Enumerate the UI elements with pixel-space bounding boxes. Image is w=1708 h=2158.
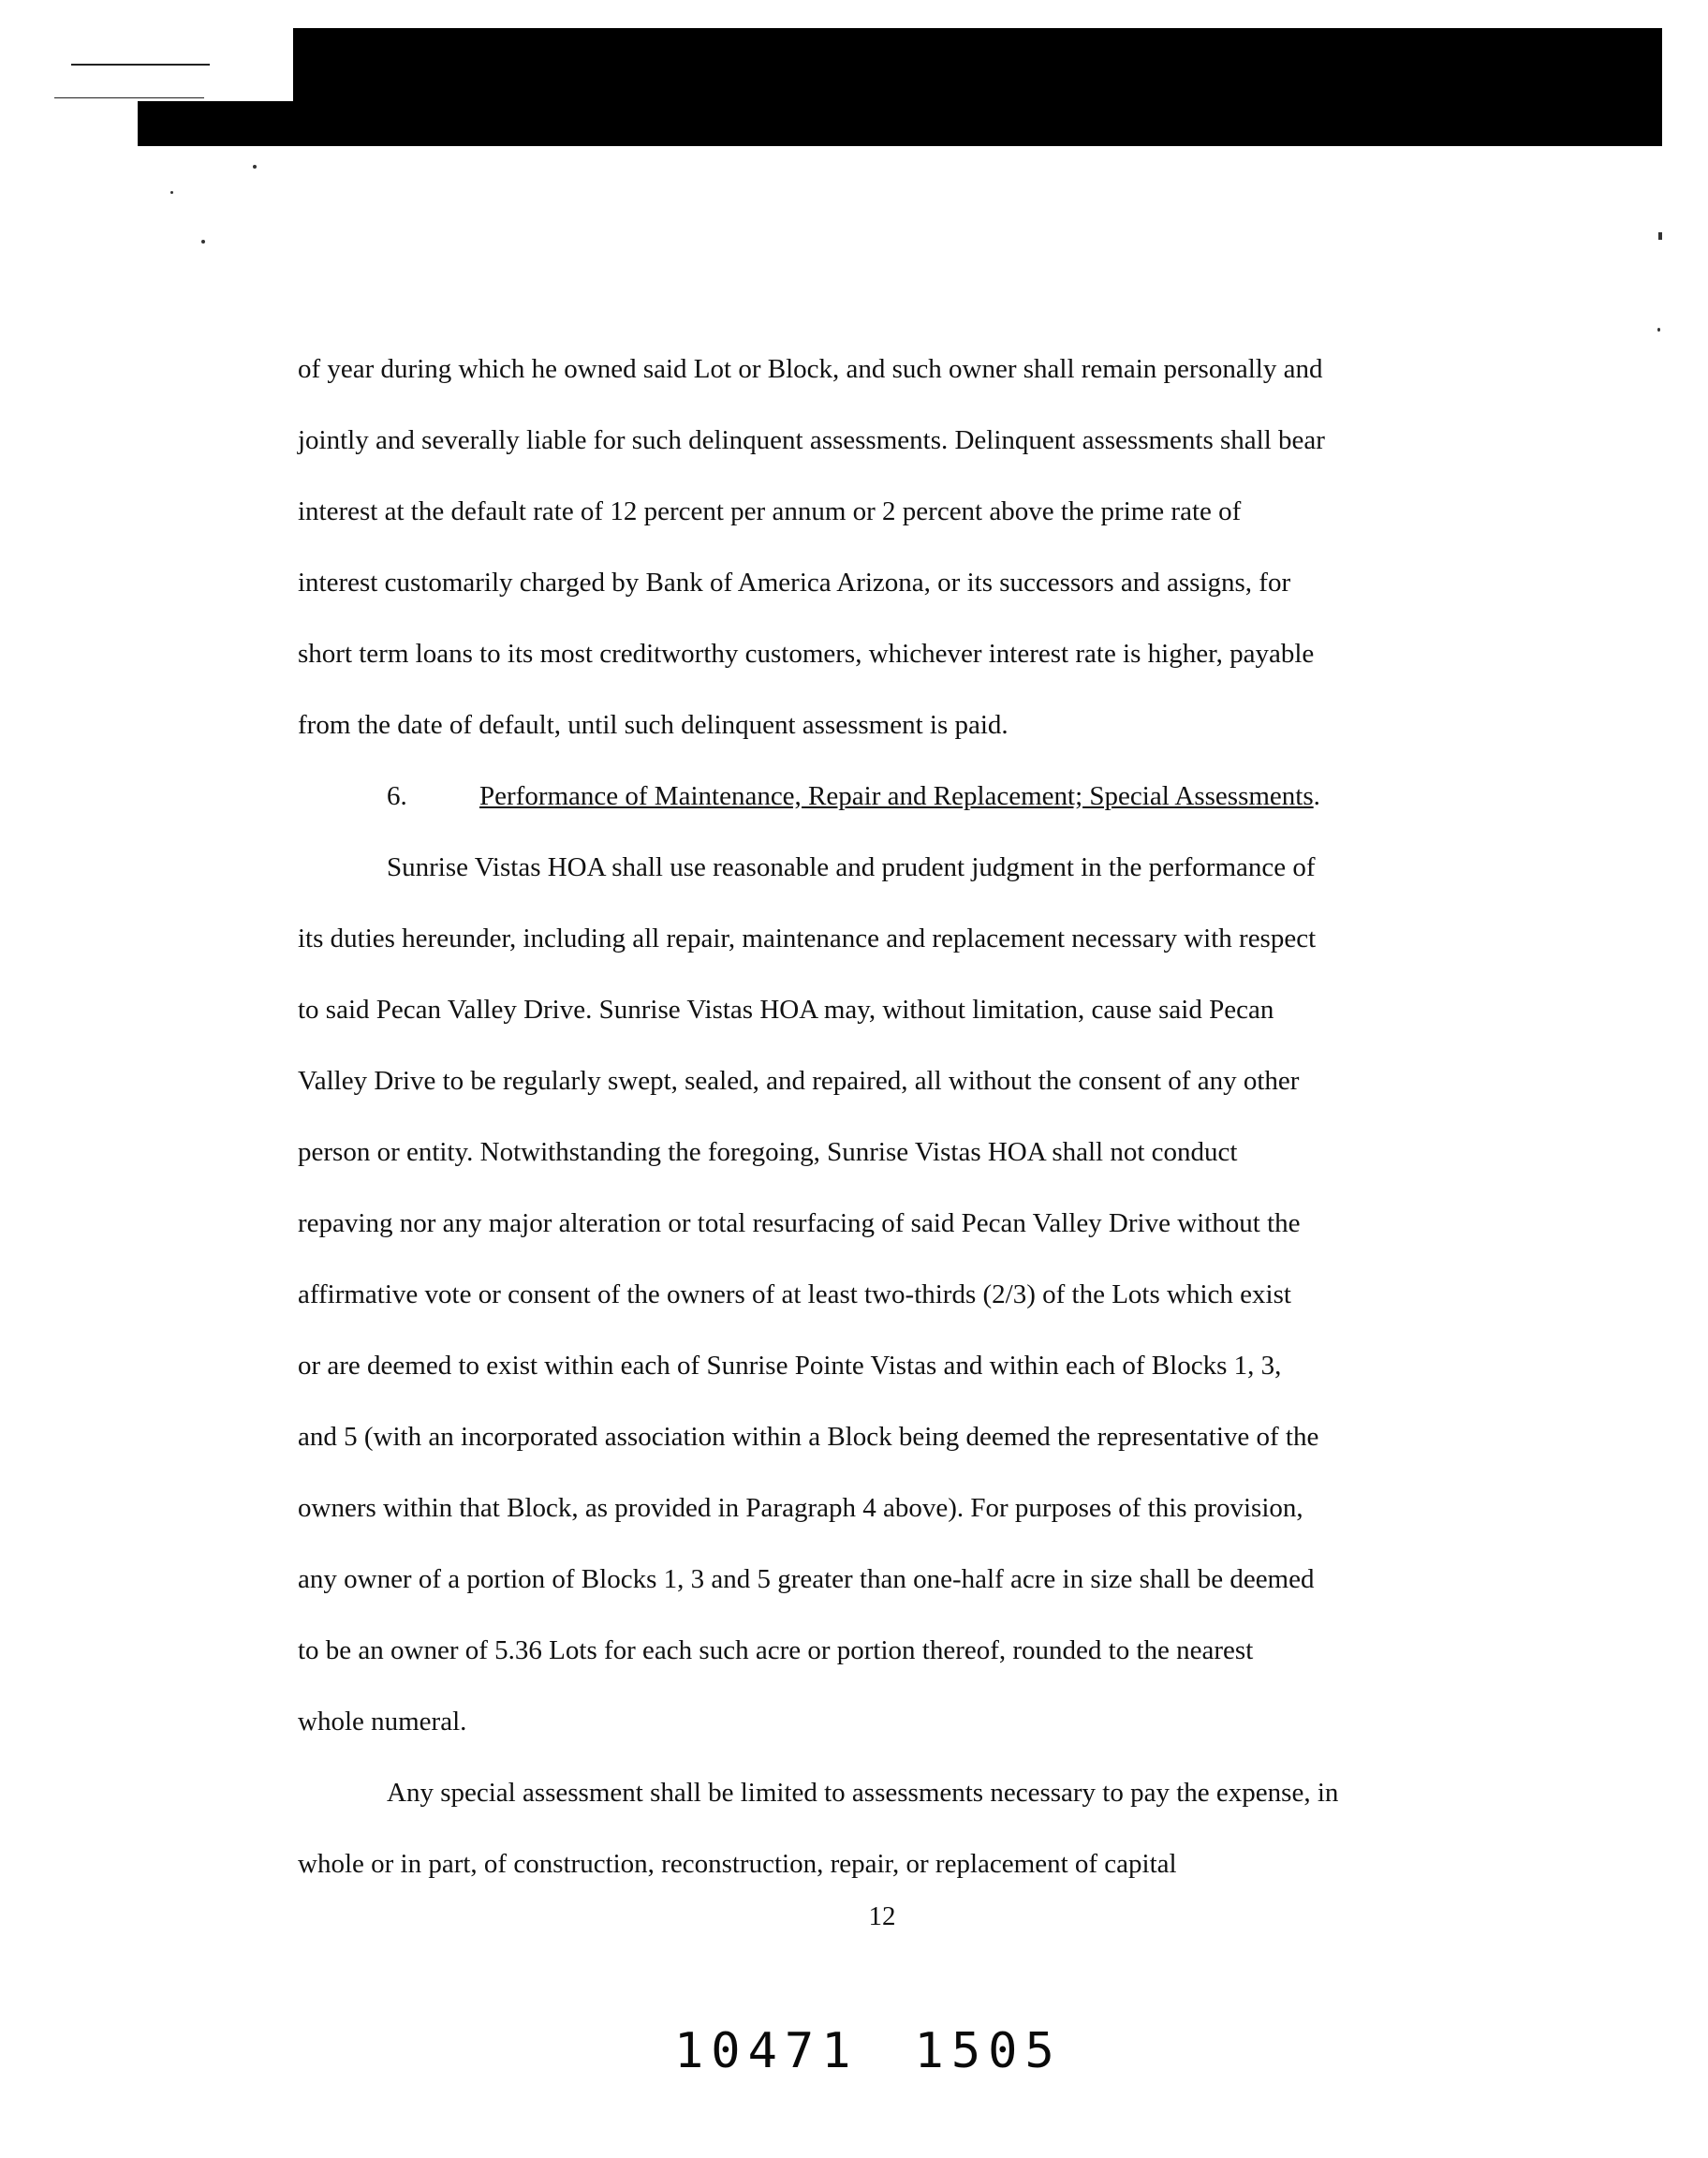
text-line: repaving nor any major alteration or total resurfacing of said Pecan Valley Drive without the (298, 1208, 1301, 1238)
text-line: from the date of default, until such delinquent assessment is paid. (298, 710, 1009, 740)
section-title-period: . (1313, 781, 1320, 811)
page-number: 12 (868, 1901, 896, 1931)
text-line: jointly and severally liable for such delinquent assessments. Delinquent assessments shall bear (298, 425, 1325, 455)
text-line: whole or in part, of construction, reconstruction, repair, or replacement of capital (298, 1849, 1177, 1879)
text-line: of year during which he owned said Lot or Block, and such owner shall remain personally and (298, 354, 1323, 384)
text-line: short term loans to its most creditworthy customers, whichever interest rate is higher, payable (298, 639, 1315, 669)
scan-speck (1658, 232, 1662, 240)
section-number: 6. (387, 781, 407, 811)
text-line: whole numeral. (298, 1707, 467, 1737)
text-line: to be an owner of 5.36 Lots for each such acre or portion thereof, rounded to the nearest (298, 1635, 1254, 1665)
scan-speck (1657, 328, 1660, 332)
text-line: interest customarily charged by Bank of America Arizona, or its successors and assigns, for (298, 568, 1291, 598)
stamp-docket: 10471 (674, 2023, 859, 2079)
scan-speck (201, 240, 205, 244)
text-line: Valley Drive to be regularly swept, sealed, and repaired, all without the consent of any other (298, 1066, 1300, 1096)
text-line: owners within that Block, as provided in Paragraph 4 above). For purposes of this provision, (298, 1493, 1303, 1523)
text-line: or are deemed to exist within each of Sunrise Pointe Vistas and within each of Blocks 1, 3, (298, 1351, 1282, 1381)
text-line: to said Pecan Valley Drive. Sunrise Vistas HOA may, without limitation, cause said Pecan (298, 995, 1274, 1025)
document-body (298, 333, 1468, 1899)
margin-rule-2 (54, 97, 204, 98)
section-title: Performance of Maintenance, Repair and Replacement; Special Assessments (479, 781, 1314, 811)
redaction-block (293, 28, 1662, 105)
text-line: any owner of a portion of Blocks 1, 3 and 5 greater than one-half acre in size shall be deemed (298, 1564, 1315, 1594)
text-line: Any special assessment shall be limited to assessments necessary to pay the expense, in (387, 1778, 1339, 1808)
text-line: its duties hereunder, including all repair, maintenance and replacement necessary with respect (298, 924, 1317, 953)
margin-rule-1 (71, 64, 210, 66)
text-line: person or entity. Notwithstanding the foregoing, Sunrise Vistas HOA shall not conduct (298, 1137, 1238, 1167)
text-line: Sunrise Vistas HOA shall use reasonable and prudent judgment in the performance of (387, 852, 1316, 882)
redaction-band (138, 101, 1662, 146)
scan-speck (170, 191, 173, 194)
text-line: and 5 (with an incorporated association within a Block being deemed the representative of the (298, 1422, 1319, 1452)
recording-stamp (674, 2023, 1062, 2079)
scan-speck (253, 165, 257, 169)
section-heading (298, 761, 1468, 832)
text-line: interest at the default rate of 12 percent per annum or 2 percent above the prime rate of (298, 496, 1242, 526)
text-line: affirmative vote or consent of the owners of at least two-thirds (2/3) of the Lots which exist (298, 1279, 1291, 1309)
stamp-page: 1505 (914, 2023, 1062, 2079)
